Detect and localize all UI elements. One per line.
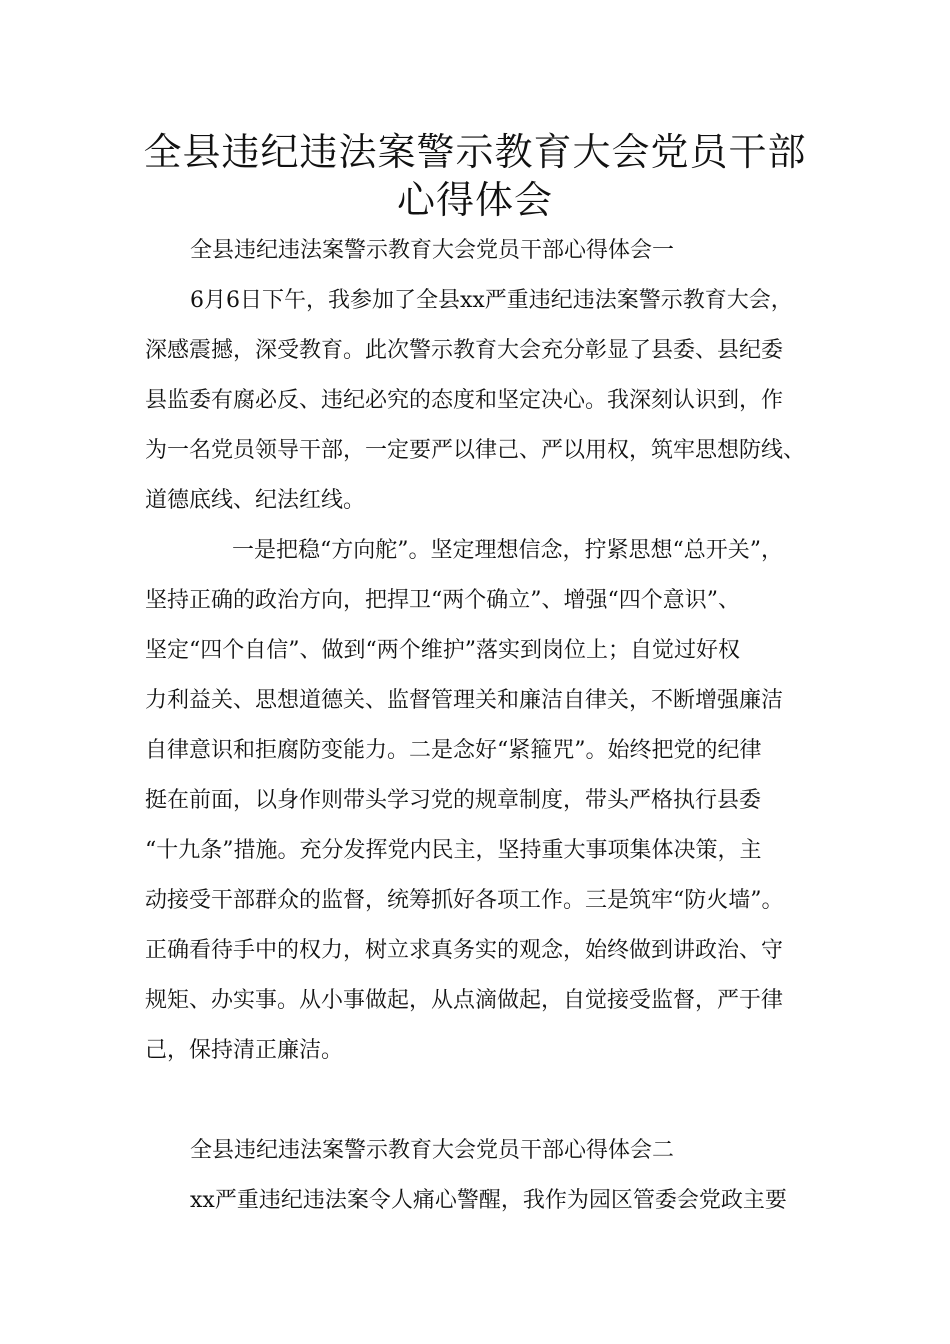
paragraph-line: 一是把稳“方向舵”。坚定理想信念，拧紧思想“总开关”， bbox=[232, 538, 783, 563]
section-2-heading: 全县违纪违法案警示教育大会党员干部心得体会二 bbox=[190, 1138, 675, 1163]
title-line-2: 心得体会 bbox=[396, 178, 553, 222]
paragraph-line: 正确看待手中的权力，树立求真务实的观念，始终做到讲政治、守 bbox=[145, 938, 784, 963]
paragraph-line: 己，保持清正廉洁。 bbox=[145, 1038, 344, 1063]
document-title bbox=[100, 128, 850, 224]
paragraph-line: 自律意识和拒腐防变能力。二是念好“紧箍咒”。始终把党的纪律 bbox=[145, 738, 762, 763]
paragraph-line: 力利益关、思想道德关、监督管理关和廉洁自律关，不断增强廉洁 bbox=[145, 688, 784, 713]
paragraph-line: 为一名党员领导干部，一定要严以律己、严以用权，筑牢思想防线、 bbox=[145, 438, 806, 463]
paragraph-line: 坚定“四个自信”、做到“两个维护”落实到岗位上；自觉过好权 bbox=[145, 638, 740, 663]
paragraph-line: 挺在前面，以身作则带头学习党的规章制度，带头严格执行县委 bbox=[145, 788, 762, 813]
paragraph-line: 深感震撼，深受教育。此次警示教育大会充分彰显了县委、县纪委 bbox=[145, 338, 784, 363]
section-1-heading: 全县违纪违法案警示教育大会党员干部心得体会一 bbox=[190, 238, 675, 263]
paragraph-line: 坚持正确的政治方向，把捍卫“两个确立”、增强“四个意识”、 bbox=[145, 588, 740, 613]
paragraph-line: xx严重违纪违法案令人痛心警醒，我作为园区管委会党政主要 bbox=[190, 1188, 787, 1213]
paragraph-line: 道德底线、纪法红线。 bbox=[145, 488, 366, 513]
paragraph-line: 6月6日下午，我参加了全县xx严重违纪违法案警示教育大会， bbox=[190, 288, 793, 313]
paragraph-line: 县监委有腐必反、违纪必究的态度和坚定决心。我深刻认识到，作 bbox=[145, 388, 784, 413]
paragraph-line: “十九条”措施。充分发挥党内民主，坚持重大事项集体决策，主 bbox=[145, 838, 762, 863]
paragraph-line: 规矩、办实事。从小事做起，从点滴做起，自觉接受监督，严于律 bbox=[145, 988, 784, 1013]
paragraph-line: 动接受干部群众的监督，统筹抓好各项工作。三是筑牢“防火墙”。 bbox=[145, 888, 784, 913]
title-line-1: 全县违纪违法案警示教育大会党员干部 bbox=[143, 130, 807, 174]
